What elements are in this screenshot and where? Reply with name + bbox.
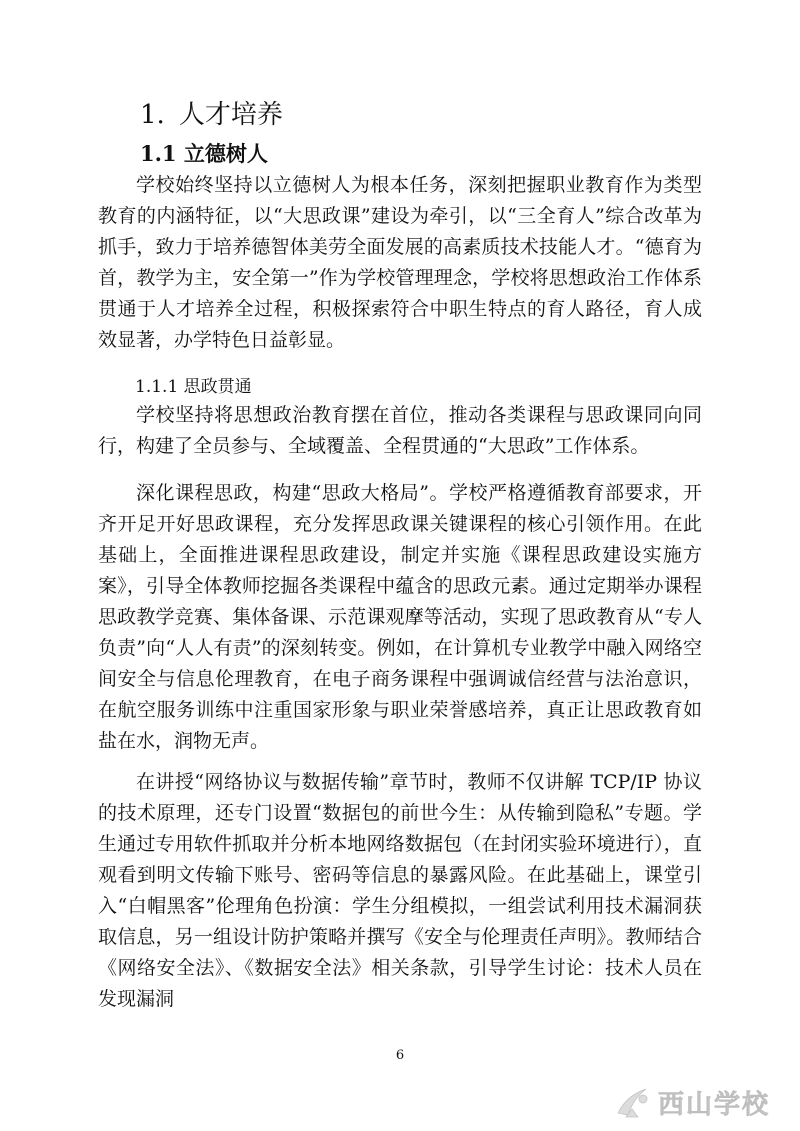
watermark xyxy=(612,1083,770,1121)
section-number: 1. xyxy=(140,100,165,130)
paragraph-intro: 学校始终坚持以立德树人为根本任务，深刻把握职业教育作为类型教育的内涵特征，以“大思政课”建设为牵引，以“三全育人”综合改革为抓手，致力于培养德智体美劳全面发展的高素质技术技能人才。“德育为首，教学为主，安全第一”作为学校管理理念，学校将思想政治工作体系贯通于人才培养全过程，积极探索符合中职生特点的育人路径，育人成效显著，办学特色日益彰显。 xyxy=(98,174,702,351)
section-title: 人才培养 xyxy=(178,100,283,130)
paragraph-curriculum-ideology: 深化课程思政，构建“思政大格局”。学校严格遵循教育部要求，开齐开足开好思政课程，充分发挥思政课关键课程的核心引领作用。在此基础上，全面推进课程思政建设，制定并实施《课程思政建设实施方案》，引导全体教师挖掘各类课程中蕴含的思政元素。通过定期举办课程思政教学竞赛、集体备课、示范课观摩等活动，实现了思政教育从“专人负责”向“人人有责”的深刻转变。例如，在计算机专业教学中融入网络空间安全与信息伦理教育，在电子商务课程中强调诚信经营与法治意识，在航空服务训练中注重国家形象与职业荣誉感培养，真正让思政教育如盐在水，润物无声。 xyxy=(98,482,702,752)
watermark-text: 西山学校 xyxy=(658,1089,771,1120)
paragraph-network-protocol-case: 在讲授“网络协议与数据传输”章节时，教师不仅讲解 TCP/IP 协议的技术原理，还专门设置“数据包的前世今生：从传输到隐私”专题。学生通过专用软件抓取并分析本地网络数据包（在封闭实验环境进行），直观看到明文传输下账号、密码等信息的暴露风险。在此基础上，课堂引入“白帽黑客”伦理角色扮演：学生分组模拟，一组尝试利用技术漏洞获取信息，另一组设计防护策略并撰写《安全与伦理责任声明》。教师结合《网络安全法》、《数据安全法》相关条款，引导学生讨论：技术人员在发现漏洞 xyxy=(98,771,702,1010)
subsection-heading: 1.1 立德树人 xyxy=(140,141,268,166)
page-number: 6 xyxy=(395,1048,405,1063)
section-heading-1 xyxy=(140,95,283,135)
subsubsection-heading: 1.1.1 思政贯通 xyxy=(135,377,252,397)
paragraph-ideological-integration: 学校坚持将思想政治教育摆在首位，推动各类课程与思政课同向同行，构建了全员参与、全域覆盖、全程贯通的“大思政”工作体系。 xyxy=(98,404,702,457)
xishan-school-logo-icon xyxy=(612,1083,652,1121)
